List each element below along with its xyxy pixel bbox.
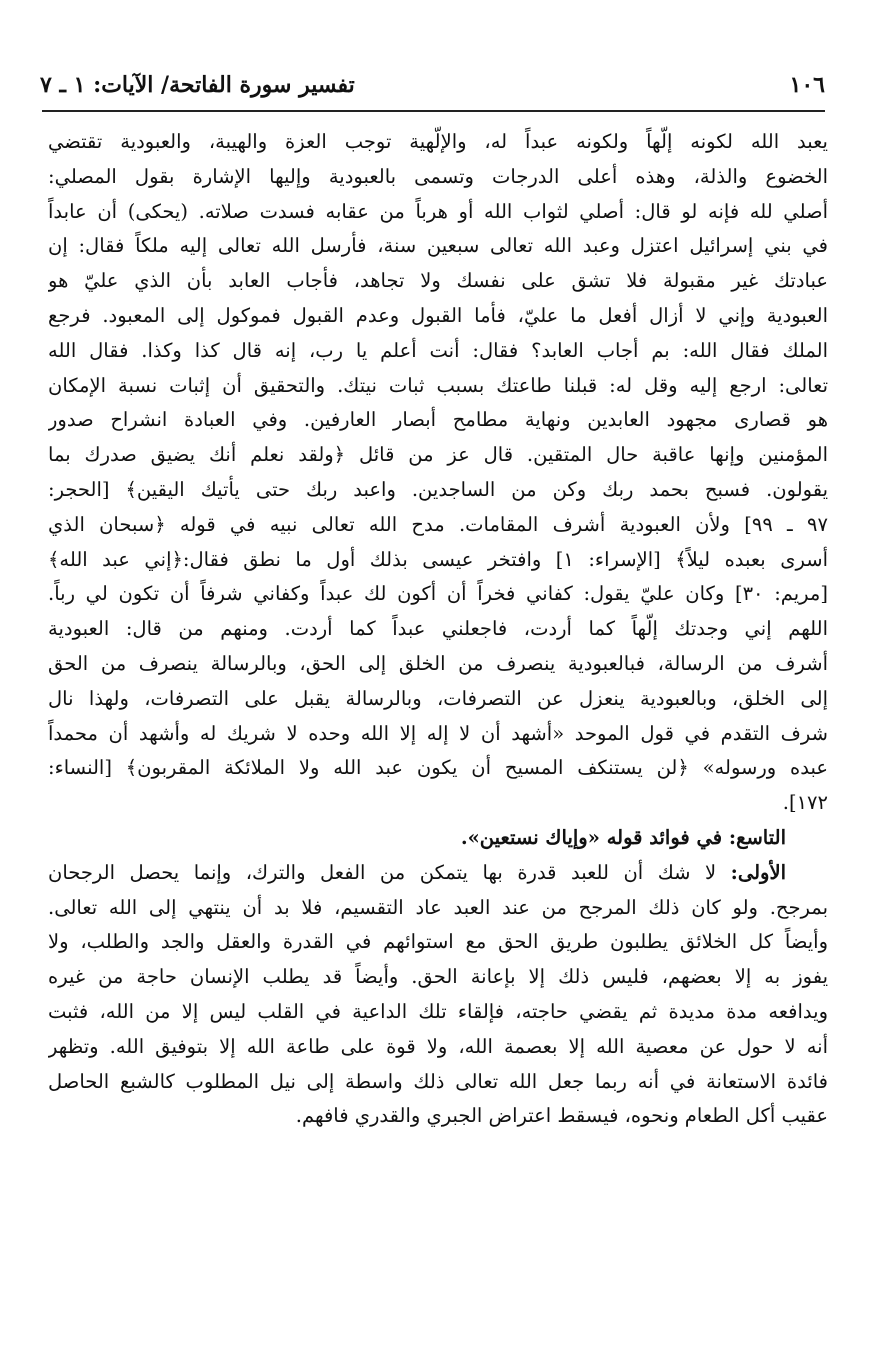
text-line: وأيضاً كل الخلائق يطلبون طريق الحق مع استوائهم في القدرة والعقل والجد والطلب، ولا <box>48 930 828 954</box>
paragraph-2 <box>48 856 828 1134</box>
text-line: شرف التقدم في قول الموحد «أشهد أن لا إله إلا الله وحده لا شريك له وأشهد أن محمداً <box>48 721 828 745</box>
text-line: أصلي لله فإنه لو قال: أصلي لثواب الله أو هرباً من عقابه فسدت صلاته. (يحكى) أن عابداً <box>48 199 828 223</box>
text-line: يقولون. فسبح بحمد ربك وكن من الساجدين. واعبد ربك حتى يأتيك اليقين﴾ [الحجر: <box>48 477 828 501</box>
text-line: العبودية وإني لا أزال أفعل ما عليّ، فأما القبول وعدم القبول فموكول إلى المعبود. فرجع <box>48 303 828 327</box>
text-line: تعالى: ارجع إليه وقل له: قبلنا طاعتك بسبب ثبات نيتك. والتحقيق أن إثبات نسبة الإمكان <box>48 373 828 397</box>
text-line: اللهم إني وجدتك إلّهاً كما أردت، فاجعلني عبداً كما أردت. ومنهم من قال: العبودية <box>48 617 828 641</box>
page-header <box>40 66 825 106</box>
text-line: ٩٧ ـ ٩٩] ولأن العبودية أشرف المقامات. مدح الله تعالى نبيه في قوله ﴿سبحان الذي <box>48 512 828 536</box>
text-line: بمرجح. ولو كان ذلك المرجح من عند العبد عاد التقسيم، فلا بد أن ينتهي إلى الله تعالى. <box>48 895 828 919</box>
text-line: أنه لا حول عن معصية الله إلا بعصمة الله، ولا قوة على طاعة الله إلا بتوفيق الله. وتظهر <box>48 1034 828 1058</box>
text-line: عبده ورسوله» ﴿لن يستنكف المسيح أن يكون عبد الله ولا الملائكة المقربون﴾ [النساء: <box>48 756 828 780</box>
text-line: يفوز به إلا بعضهم، فليس ذلك إلا بإعانة الحق. وأيضاً قد يطلب الإنسان حاجة من غيره <box>48 965 828 989</box>
section-heading: التاسع: في فوائد قوله «وإياك نستعين». <box>460 825 786 849</box>
text-line: عقيب أكل الطعام ونحوه، فيسقط اعتراض الجبري والقدري فافهم. <box>295 1104 828 1128</box>
paragraph-1 <box>48 125 828 821</box>
text-line: أشرف من الرسالة، فبالعبودية ينصرف من الخلق إلى الحق، وبالرسالة ينصرف من الحق <box>48 651 828 675</box>
text-line: ١٧٢]. <box>782 791 828 815</box>
text-line <box>48 856 828 891</box>
page-number: ١٠٦ <box>789 72 825 98</box>
text-line: يعبد الله لكونه إلّهاً ولكونه عبداً له، والإلّهية توجب العزة والهيبة، والعبودية تقتضي <box>48 130 828 153</box>
text-line: المؤمنين وإنها عاقبة حال المتقين. قال عز من قائل ﴿ولقد نعلم أنك يضيق صدرك بما <box>48 443 828 467</box>
text-line: ويدافعه مدة مديدة ثم يقضي حاجته، فإلقاء تلك الداعية في القلب ليس إلا من الله، فثبت <box>48 999 828 1023</box>
text-line: أسرى بعبده ليلاً﴾ [الإسراء: ١] وافتخر عيسى بذلك أول ما نطق فقال:﴿إني عبد الله﴾ <box>48 547 828 571</box>
lead-word: الأولى: <box>730 860 786 884</box>
text-line: إلى الخلق، وبالعبودية ينعزل عن التصرفات، وبالرسالة يقبل على التصرفات، ولهذا نال <box>48 686 828 710</box>
text-line: [مريم: ٣٠] وكان عليّ يقول: كفاني فخراً أن أكون لك عبداً وكفاني شرفاً أن تكون لي رباً. <box>48 582 828 606</box>
text-line: الملك فقال الله: بم أجاب العابد؟ فقال: أنت أعلم يا رب، إنه قال كذا وكذا. فقال الله <box>48 338 828 362</box>
text-line: فائدة الاستعانة في أنه ربما جعل الله تعالى ذلك واسطة إلى نيل المطلوب كالشبع الحاصل <box>48 1069 828 1093</box>
text-line: هو قصارى مجهود العابدين ونهاية مطامح أبصار العارفين. وفي العبادة انشراح صدور <box>48 408 828 432</box>
text-line: الخضوع والذلة، وهذه أعلى الدرجات وتسمى بالعبودية وإليها الإشارة بقول المصلي: <box>48 164 828 188</box>
text-line: في بني إسرائيل اعتزل وعبد الله تعالى سبعين سنة، فأرسل الله تعالى إليه ملكاً فقال: إن <box>48 234 828 258</box>
body-text <box>48 125 828 1134</box>
text-line-content: لا شك أن للعبد قدرة بها يتمكن من الفعل والترك، وإنما يحصل الرجحان <box>48 860 717 884</box>
text-line: عبادتك غير مقبولة فلا تشق على نفسك ولا تجاهد، فأجاب العابد بأن الذي عليّ هو <box>48 269 828 293</box>
running-head: تفسير سورة الفاتحة/ الآيات: ١ ـ ٧ <box>40 72 355 98</box>
header-rule <box>42 110 825 112</box>
